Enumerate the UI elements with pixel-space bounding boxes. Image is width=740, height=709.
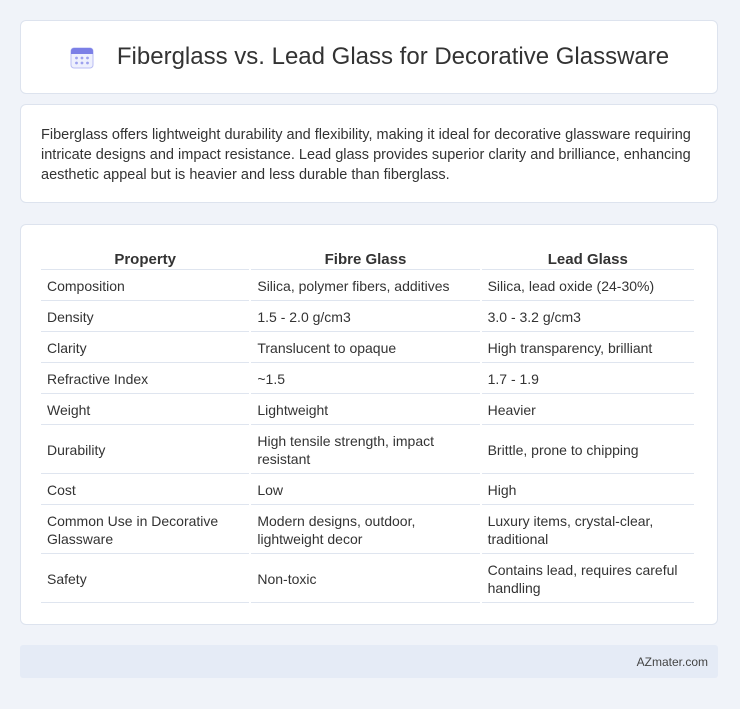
table-cell: Modern designs, outdoor, lightweight decor bbox=[251, 507, 479, 554]
table-cell: Brittle, prone to chipping bbox=[482, 427, 694, 474]
summary-card bbox=[20, 104, 718, 203]
table-cell: Weight bbox=[41, 396, 249, 425]
table-cell: Silica, polymer fibers, additives bbox=[251, 272, 479, 301]
table-row bbox=[41, 427, 694, 474]
footer bbox=[20, 645, 718, 678]
table-cell: Composition bbox=[41, 272, 249, 301]
table-cell: High bbox=[482, 476, 694, 505]
comparison-table-card bbox=[20, 224, 718, 625]
summary-text: Fiberglass offers lightweight durability and flexibility, making it ideal for decorative glassware requiring intricate designs and impact resistance. Lead glass provides superior clarity and brilliance, enhancing aesthetic appeal but is heavier and less durable than fiberglass. bbox=[41, 127, 691, 183]
table-row bbox=[41, 556, 694, 603]
table-row bbox=[41, 303, 694, 332]
table-header-row bbox=[41, 249, 694, 270]
table-cell: Clarity bbox=[41, 334, 249, 363]
table-row bbox=[41, 396, 694, 425]
table-row bbox=[41, 334, 694, 363]
table-cell: Cost bbox=[41, 476, 249, 505]
table-cell: 1.7 - 1.9 bbox=[482, 365, 694, 394]
table-cell: Contains lead, requires careful handling bbox=[482, 556, 694, 603]
table-cell: 3.0 - 3.2 g/cm3 bbox=[482, 303, 694, 332]
table-cell: Non-toxic bbox=[251, 556, 479, 603]
table-row bbox=[41, 476, 694, 505]
table-row bbox=[41, 272, 694, 301]
table-cell: Refractive Index bbox=[41, 365, 249, 394]
header-fibre-glass: Fibre Glass bbox=[251, 249, 479, 270]
table-cell: Translucent to opaque bbox=[251, 334, 479, 363]
table-cell: Lightweight bbox=[251, 396, 479, 425]
calendar-icon bbox=[69, 44, 95, 70]
header-property: Property bbox=[41, 249, 249, 270]
table-cell: 1.5 - 2.0 g/cm3 bbox=[251, 303, 479, 332]
table-cell: Durability bbox=[41, 427, 249, 474]
table-cell: Low bbox=[251, 476, 479, 505]
table-cell: Common Use in Decorative Glassware bbox=[41, 507, 249, 554]
table-cell: Heavier bbox=[482, 396, 694, 425]
table-cell: High transparency, brilliant bbox=[482, 334, 694, 363]
table-cell: Safety bbox=[41, 556, 249, 603]
table-row bbox=[41, 507, 694, 554]
title-card bbox=[20, 20, 718, 94]
header-lead-glass: Lead Glass bbox=[482, 249, 694, 270]
footer-source: AZmater.com bbox=[636, 654, 708, 669]
comparison-table bbox=[39, 247, 696, 605]
table-cell: Density bbox=[41, 303, 249, 332]
table-cell: Silica, lead oxide (24-30%) bbox=[482, 272, 694, 301]
table-cell: Luxury items, crystal-clear, traditional bbox=[482, 507, 694, 554]
table-cell: ~1.5 bbox=[251, 365, 479, 394]
page-title: Fiberglass vs. Lead Glass for Decorative Glassware bbox=[116, 43, 670, 70]
table-row bbox=[41, 365, 694, 394]
table-cell: High tensile strength, impact resistant bbox=[251, 427, 479, 474]
